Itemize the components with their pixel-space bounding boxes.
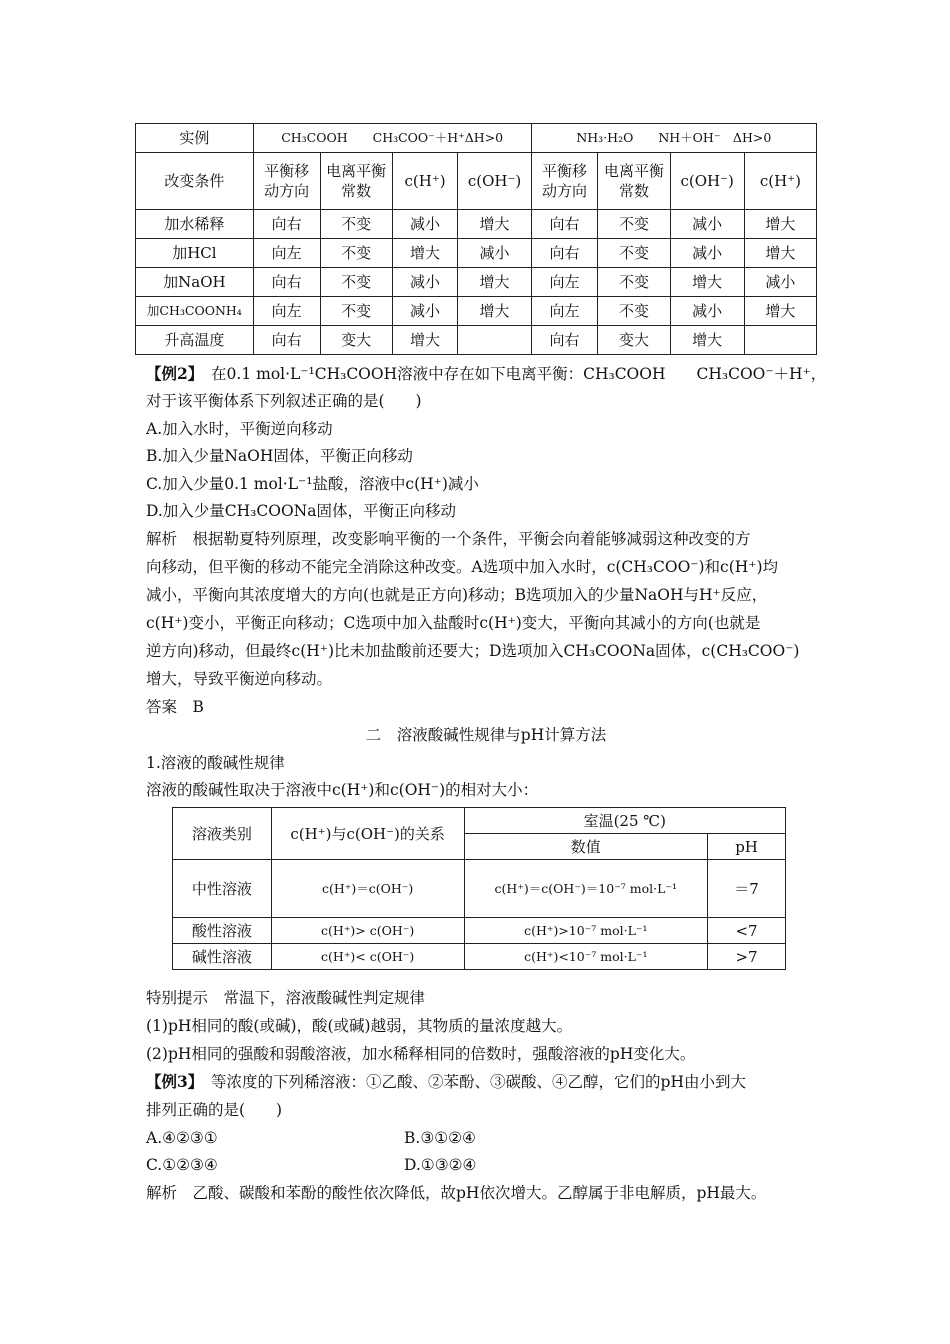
table-header-cell: 平衡移动方向 xyxy=(531,153,598,210)
table-cell: 升高温度 xyxy=(136,326,254,355)
table-cell xyxy=(744,326,816,355)
example2-question xyxy=(146,363,826,385)
table-header-cell: 数值 xyxy=(464,834,708,860)
table-cell: 不变 xyxy=(598,210,670,239)
table-cell: 中性溶液 xyxy=(173,860,272,918)
table-cell: 向左 xyxy=(253,239,320,268)
analysis-line: 向移动，但平衡的移动不能完全消除这种改变。A选项中加入水时，c(CH₃COO⁻)和c(H⁺)均 xyxy=(146,558,778,576)
subsection-title: 1.溶液的酸碱性规律 xyxy=(146,754,285,772)
question-text: 等浓度的下列稀溶液：①乙酸、②苯酚、③碳酸、④乙醇，它们的pH由小到大 xyxy=(195,1073,746,1091)
ionization-table xyxy=(135,123,817,355)
example-tag: 【例3】 xyxy=(146,1072,196,1091)
table-header-cell: 改变条件 xyxy=(136,153,254,210)
table-header-cell: pH xyxy=(708,834,786,860)
table-cell: 不变 xyxy=(598,297,670,326)
table-header-row xyxy=(136,153,817,210)
table-row xyxy=(173,860,786,918)
tip-item: (2)pH相同的强酸和弱酸溶液，加水稀释相同的倍数时，强酸溶液的pH变化大。 xyxy=(146,1045,696,1063)
table-cell: ＝7 xyxy=(708,860,786,918)
analysis-line: 逆方向)移动，但最终c(H⁺)比未加盐酸前还要大；D选项加入CH₃COONa固体，c(CH₃COO⁻) xyxy=(146,642,800,660)
table-header-cell: 电离平衡常数 xyxy=(598,153,670,210)
option-d: D.①③②④ xyxy=(404,1156,477,1174)
question-text: 在0.1 mol·L⁻¹CH₃COOH溶液中存在如下电离平衡：CH₃COOH CH₃COO⁻＋H⁺， xyxy=(195,365,827,383)
table-cell xyxy=(458,326,531,355)
table-cell: 加CH₃COONH₄ xyxy=(136,297,254,326)
table-cell: 不变 xyxy=(320,239,392,268)
table-cell: 向左 xyxy=(253,297,320,326)
table-cell: c(H⁺)> c(OH⁻) xyxy=(271,918,464,944)
acidity-table xyxy=(172,807,786,970)
table-header-cell: 溶液类别 xyxy=(173,808,272,860)
table-cell: 变大 xyxy=(598,326,670,355)
table-row xyxy=(136,326,817,355)
table-cell: 减小 xyxy=(392,297,458,326)
table-cell: >7 xyxy=(708,944,786,970)
table-cell: 增大 xyxy=(392,239,458,268)
table-header-cell: c(H⁺) xyxy=(392,153,458,210)
table-cell: 加NaOH xyxy=(136,268,254,297)
table-cell: c(H⁺)<10⁻⁷ mol·L⁻¹ xyxy=(464,944,708,970)
table-cell: 碱性溶液 xyxy=(173,944,272,970)
analysis-line: 增大，导致平衡逆向移动。 xyxy=(146,670,333,688)
example3-question xyxy=(146,1071,826,1093)
table-row xyxy=(136,124,817,153)
analysis-line: 解析 根据勒夏特列原理，改变影响平衡的一个条件，平衡会向着能够减弱这种改变的方 xyxy=(146,530,751,548)
example-tag: 【例2】 xyxy=(146,364,196,383)
table-cell: 增大 xyxy=(458,210,531,239)
table-cell: 向右 xyxy=(531,210,598,239)
section-title: 二 溶液酸碱性规律与pH计算方法 xyxy=(365,726,607,744)
table-header-cell: c(OH⁻) xyxy=(670,153,744,210)
table-cell: 不变 xyxy=(598,239,670,268)
table-cell: 向右 xyxy=(253,268,320,297)
table-cell: 加HCl xyxy=(136,239,254,268)
table-cell: NH₃·H₂O NH＋OH⁻ ΔH>0 xyxy=(531,124,816,153)
table-cell: 向右 xyxy=(253,210,320,239)
table-cell: CH₃COOH CH₃COO⁻＋H⁺ΔH>0 xyxy=(253,124,531,153)
analysis-line: 减小，平衡向其浓度增大的方向(也就是正方向)移动；B选项加入的少量NaOH与H⁺反应， xyxy=(146,586,768,604)
table-cell: 增大 xyxy=(670,268,744,297)
table-cell: c(H⁺)>10⁻⁷ mol·L⁻¹ xyxy=(464,918,708,944)
table-cell: 减小 xyxy=(670,297,744,326)
table-header-cell: 平衡移动方向 xyxy=(253,153,320,210)
table-cell: 增大 xyxy=(458,297,531,326)
option-d: D.加入少量CH₃COONa固体，平衡正向移动 xyxy=(146,502,456,520)
table-cell: 加水稀释 xyxy=(136,210,254,239)
table-row xyxy=(173,944,786,970)
answer: 答案 B xyxy=(146,698,204,716)
table-cell: 减小 xyxy=(458,239,531,268)
table-row xyxy=(173,918,786,944)
table-cell: 不变 xyxy=(320,210,392,239)
table-cell: 减小 xyxy=(744,268,816,297)
table-header-cell: c(H⁺)与c(OH⁻)的关系 xyxy=(271,808,464,860)
table-cell: 向左 xyxy=(531,268,598,297)
table-header-cell: c(OH⁻) xyxy=(458,153,531,210)
table-cell: 增大 xyxy=(458,268,531,297)
table-row xyxy=(136,239,817,268)
table-cell: 酸性溶液 xyxy=(173,918,272,944)
option-c: C.加入少量0.1 mol·L⁻¹盐酸，溶液中c(H⁺)减小 xyxy=(146,475,479,493)
table-header-row xyxy=(173,808,786,834)
analysis-line: c(H⁺)变小，平衡正向移动；C选项中加入盐酸时c(H⁺)变大，平衡向其减小的方向(也就是 xyxy=(146,614,761,632)
tip-item: (1)pH相同的酸(或碱)，酸(或碱)越弱，其物质的量浓度越大。 xyxy=(146,1017,573,1035)
table-cell: 减小 xyxy=(670,210,744,239)
option-a: A.加入水时，平衡逆向移动 xyxy=(146,420,333,438)
option-c: C.①②③④ xyxy=(146,1156,218,1174)
table-cell: 增大 xyxy=(744,210,816,239)
table-cell: 向右 xyxy=(531,239,598,268)
table-row xyxy=(136,210,817,239)
table-cell: 减小 xyxy=(670,239,744,268)
table-cell: 向右 xyxy=(253,326,320,355)
table-row xyxy=(136,268,817,297)
table-cell: 减小 xyxy=(392,210,458,239)
table-cell: 减小 xyxy=(392,268,458,297)
table-cell: 实例 xyxy=(136,124,254,153)
question-text: 对于该平衡体系下列叙述正确的是( ) xyxy=(146,392,422,410)
table-cell: 不变 xyxy=(598,268,670,297)
table-cell: c(H⁺)＝c(OH⁻)＝10⁻⁷ mol·L⁻¹ xyxy=(464,860,708,918)
table-cell: c(H⁺)< c(OH⁻) xyxy=(271,944,464,970)
table-row xyxy=(136,297,817,326)
table-cell: 增大 xyxy=(744,297,816,326)
table-cell: 不变 xyxy=(320,268,392,297)
intro-text: 溶液的酸碱性取决于溶液中c(H⁺)和c(OH⁻)的相对大小： xyxy=(146,781,539,799)
option-a: A.④②③① xyxy=(146,1129,218,1147)
table-cell: c(H⁺)＝c(OH⁻) xyxy=(271,860,464,918)
option-b: B.③①②④ xyxy=(404,1129,476,1147)
table-cell: <7 xyxy=(708,918,786,944)
tips-title: 特别提示 常温下，溶液酸碱性判定规律 xyxy=(146,989,426,1007)
analysis-line: 解析 乙酸、碳酸和苯酚的酸性依次降低，故pH依次增大。乙醇属于非电解质，pH最大。 xyxy=(146,1184,767,1202)
table-cell: 增大 xyxy=(744,239,816,268)
table-header-cell: 室温(25 ℃) xyxy=(464,808,786,834)
table-header-cell: 电离平衡常数 xyxy=(320,153,392,210)
table-cell: 增大 xyxy=(670,326,744,355)
table-cell: 变大 xyxy=(320,326,392,355)
table-cell: 向右 xyxy=(531,326,598,355)
table-cell: 向左 xyxy=(531,297,598,326)
table-header-cell: c(H⁺) xyxy=(744,153,816,210)
option-b: B.加入少量NaOH固体，平衡正向移动 xyxy=(146,447,413,465)
question-text: 排列正确的是( ) xyxy=(146,1101,283,1119)
table-cell: 不变 xyxy=(320,297,392,326)
table-cell: 增大 xyxy=(392,326,458,355)
